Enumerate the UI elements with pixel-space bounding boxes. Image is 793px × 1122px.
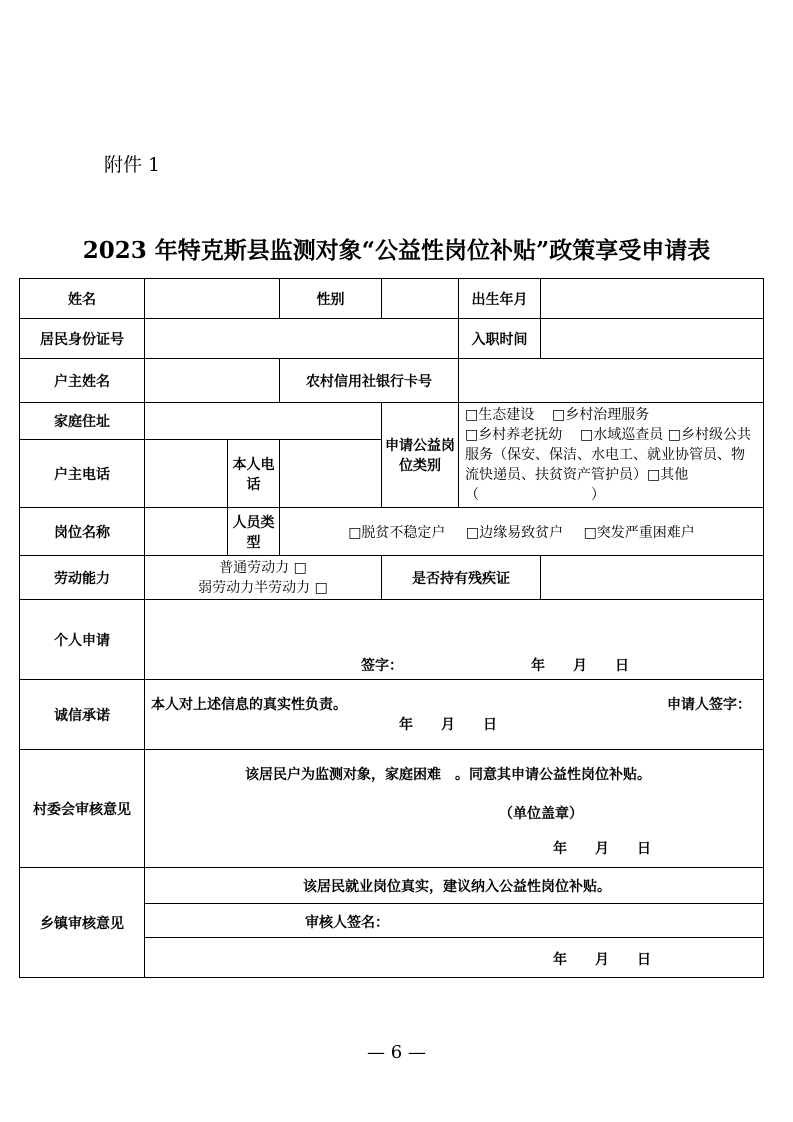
town-review-label: 乡镇审核意见 [20, 868, 145, 978]
birth-field[interactable] [541, 279, 764, 319]
bank-card-field[interactable] [459, 359, 764, 403]
householder-name-label: 户主姓名 [20, 359, 145, 403]
id-label: 居民身份证号 [20, 319, 145, 359]
person-type-label: 人员类型 [228, 508, 280, 556]
integrity-text: 本人对上述信息的真实性负责。 [151, 697, 347, 713]
householder-name-field[interactable] [145, 359, 280, 403]
entry-time-field[interactable] [541, 319, 764, 359]
personal-sign-label: 签字： [361, 658, 403, 674]
labor-option-weak[interactable]: 弱劳动力半劳动力 □ [198, 579, 328, 596]
birth-label: 出生年月 [459, 279, 541, 319]
post-category-label: 申请公益岗位类别 [382, 403, 459, 508]
integrity-sign-label: 申请人签字： [667, 697, 751, 713]
post-option-governance[interactable]: □乡村治理服务 [552, 407, 650, 423]
gender-label: 性别 [280, 279, 382, 319]
town-date-row [145, 938, 764, 978]
id-field[interactable] [145, 319, 459, 359]
personal-application-label: 个人申请 [20, 600, 145, 680]
own-phone-field[interactable] [280, 440, 382, 508]
householder-phone-label: 户主电话 [20, 440, 145, 508]
labor-label: 劳动能力 [20, 556, 145, 600]
person-type-options[interactable] [280, 508, 764, 556]
post-option-elderly[interactable]: □乡村养老抚幼 [465, 427, 563, 443]
application-form [19, 278, 764, 978]
village-date: 年 月 日 [553, 841, 651, 857]
post-option-public[interactable]: □乡村级公共服务（保安、保洁、水电工、就业协管员、物流快递员、扶贫资产管护员）□其他 [465, 427, 751, 483]
name-label: 姓名 [20, 279, 145, 319]
integrity-date: 年 月 日 [399, 717, 497, 733]
village-review-field[interactable] [145, 750, 764, 868]
town-sign-label: 审核人签名： [305, 915, 389, 931]
integrity-field[interactable] [145, 680, 764, 750]
address-label: 家庭住址 [20, 403, 145, 440]
town-review-text-row [145, 868, 764, 904]
post-category-options[interactable] [459, 403, 764, 508]
town-sign-row[interactable] [145, 904, 764, 938]
labor-option-normal[interactable]: 普通劳动力 □ [219, 559, 307, 576]
post-option-water[interactable]: □水域巡查员 [580, 427, 664, 443]
disability-label: 是否持有残疾证 [382, 556, 541, 600]
integrity-label: 诚信承诺 [20, 680, 145, 750]
town-date: 年 月 日 [553, 952, 651, 968]
disability-field[interactable] [541, 556, 764, 600]
personal-application-field[interactable] [145, 600, 764, 680]
entry-time-label: 入职时间 [459, 319, 541, 359]
person-type-sudden[interactable]: □突发严重困难户 [583, 524, 695, 541]
town-review-text: 该居民就业岗位真实，建议纳入公益性岗位补贴。 [303, 879, 611, 895]
labor-options[interactable] [145, 556, 382, 600]
bank-card-label: 农村信用社银行卡号 [280, 359, 459, 403]
village-seal-label: （单位盖章） [499, 806, 583, 822]
village-review-text: 该居民户为监测对象，家庭困难 。同意其申请公益性岗位补贴。 [245, 767, 651, 783]
post-option-eco[interactable]: □生态建设 [465, 407, 535, 423]
person-type-unstable[interactable]: □脱贫不稳定户 [348, 524, 446, 541]
person-type-edge[interactable]: □边缘易致贫户 [465, 524, 564, 541]
post-name-field[interactable] [145, 508, 228, 556]
village-review-label: 村委会审核意见 [20, 750, 145, 868]
address-field[interactable] [145, 403, 382, 440]
name-field[interactable] [145, 279, 280, 319]
page-number: — 6 — [367, 1042, 426, 1063]
annex-label: 附件 1 [104, 154, 161, 176]
post-option-other[interactable]: （ ） [465, 487, 605, 503]
gender-field[interactable] [382, 279, 459, 319]
post-name-label: 岗位名称 [20, 508, 145, 556]
own-phone-label: 本人电话 [228, 440, 280, 508]
householder-phone-field[interactable] [145, 440, 228, 508]
form-title: 2023 年特克斯县监测对象“公益性岗位补贴”政策享受申请表 [82, 237, 711, 264]
personal-date: 年 月 日 [531, 658, 629, 674]
